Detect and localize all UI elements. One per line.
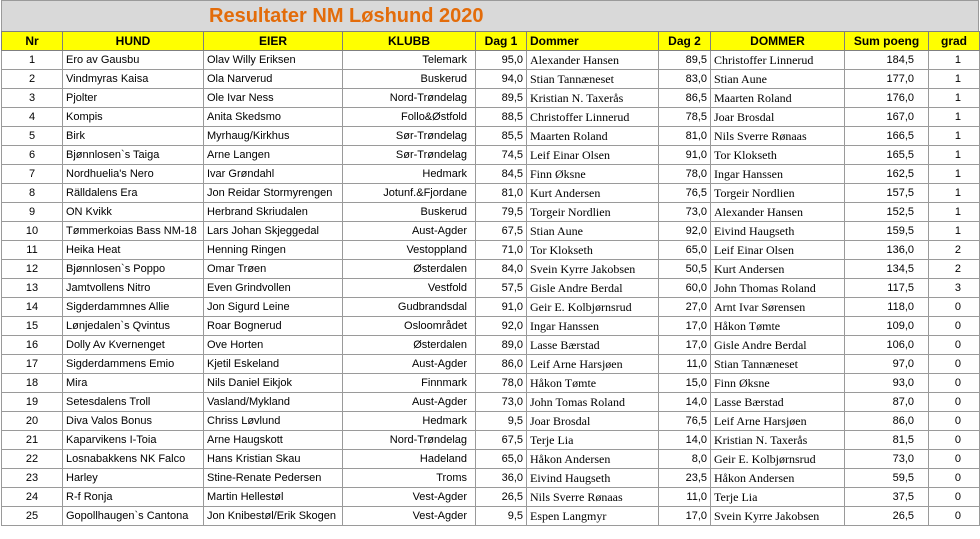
cell-eier[interactable]: Ove Horten <box>204 336 343 355</box>
cell-dag2[interactable]: 78,5 <box>659 108 711 127</box>
cell-grad[interactable]: 1 <box>929 108 980 127</box>
cell-dommer1[interactable]: Joar Brosdal <box>527 412 659 431</box>
cell-dommer2[interactable]: Eivind Haugseth <box>711 222 845 241</box>
cell-hund[interactable]: Kaparvikens I-Toia <box>63 431 204 450</box>
cell-dag2[interactable]: 86,5 <box>659 89 711 108</box>
cell-sum-poeng[interactable]: 134,5 <box>845 260 929 279</box>
cell-grad[interactable]: 0 <box>929 317 980 336</box>
cell-dag1[interactable]: 79,5 <box>476 203 527 222</box>
results-body <box>2 51 980 526</box>
table-row <box>2 51 980 70</box>
cell-klubb[interactable]: Hadeland <box>343 450 476 469</box>
cell-dag2[interactable]: 17,0 <box>659 507 711 526</box>
cell-eier[interactable]: Arne Langen <box>204 146 343 165</box>
cell-dommer1[interactable]: Leif Einar Olsen <box>527 146 659 165</box>
cell-nr[interactable]: 1 <box>2 51 63 70</box>
header-dag1[interactable]: Dag 1 <box>476 32 527 51</box>
cell-sum-poeng[interactable]: 109,0 <box>845 317 929 336</box>
cell-klubb[interactable]: Jotunf.&Fjordane <box>343 184 476 203</box>
cell-grad[interactable]: 0 <box>929 431 980 450</box>
cell-klubb[interactable]: Vest-Agder <box>343 488 476 507</box>
cell-dag1[interactable]: 74,5 <box>476 146 527 165</box>
cell-dag2[interactable]: 17,0 <box>659 317 711 336</box>
cell-nr[interactable]: 6 <box>2 146 63 165</box>
cell-nr[interactable]: 20 <box>2 412 63 431</box>
cell-nr[interactable]: 14 <box>2 298 63 317</box>
cell-eier[interactable]: Stine-Renate Pedersen <box>204 469 343 488</box>
cell-eier[interactable]: Omar Trøen <box>204 260 343 279</box>
cell-grad[interactable]: 0 <box>929 355 980 374</box>
cell-hund[interactable]: Jamtvollens Nitro <box>63 279 204 298</box>
table-row <box>2 488 980 507</box>
cell-eier[interactable]: Anita Skedsmo <box>204 108 343 127</box>
cell-dag2[interactable]: 76,5 <box>659 412 711 431</box>
cell-dommer1[interactable]: Alexander Hansen <box>527 51 659 70</box>
cell-grad[interactable]: 1 <box>929 222 980 241</box>
cell-grad[interactable]: 0 <box>929 507 980 526</box>
cell-nr[interactable]: 8 <box>2 184 63 203</box>
cell-klubb[interactable]: Hedmark <box>343 412 476 431</box>
cell-dommer2[interactable]: Torgeir Nordlien <box>711 184 845 203</box>
cell-eier[interactable]: Henning Ringen <box>204 241 343 260</box>
cell-hund[interactable]: Diva Valos Bonus <box>63 412 204 431</box>
cell-hund[interactable]: Dolly Av Kvernenget <box>63 336 204 355</box>
cell-nr[interactable]: 23 <box>2 469 63 488</box>
cell-klubb[interactable]: Aust-Agder <box>343 222 476 241</box>
table-row <box>2 146 980 165</box>
cell-nr[interactable]: 17 <box>2 355 63 374</box>
cell-sum-poeng[interactable]: 97,0 <box>845 355 929 374</box>
cell-hund[interactable]: Mira <box>63 374 204 393</box>
cell-grad[interactable]: 1 <box>929 184 980 203</box>
cell-sum-poeng[interactable]: 26,5 <box>845 507 929 526</box>
cell-grad[interactable]: 0 <box>929 393 980 412</box>
cell-klubb[interactable]: Hedmark <box>343 165 476 184</box>
cell-grad[interactable]: 0 <box>929 412 980 431</box>
cell-sum-poeng[interactable]: 177,0 <box>845 70 929 89</box>
cell-eier[interactable]: Roar Bognerud <box>204 317 343 336</box>
cell-dag1[interactable]: 67,5 <box>476 431 527 450</box>
cell-dommer2[interactable]: Lasse Bærstad <box>711 393 845 412</box>
cell-dag1[interactable]: 9,5 <box>476 412 527 431</box>
cell-sum-poeng[interactable]: 157,5 <box>845 184 929 203</box>
cell-dag1[interactable]: 73,0 <box>476 393 527 412</box>
cell-dommer2[interactable]: Leif Einar Olsen <box>711 241 845 260</box>
table-row <box>2 431 980 450</box>
cell-grad[interactable]: 1 <box>929 51 980 70</box>
cell-sum-poeng[interactable]: 59,5 <box>845 469 929 488</box>
header-row <box>2 32 980 51</box>
cell-dag2[interactable]: 73,0 <box>659 203 711 222</box>
table-row <box>2 412 980 431</box>
cell-dommer2[interactable]: John Thomas Roland <box>711 279 845 298</box>
cell-hund[interactable]: Rälldalens Era <box>63 184 204 203</box>
title-row <box>1 0 979 31</box>
cell-dag1[interactable]: 65,0 <box>476 450 527 469</box>
table-row <box>2 336 980 355</box>
cell-nr[interactable]: 7 <box>2 165 63 184</box>
cell-nr[interactable]: 24 <box>2 488 63 507</box>
table-row <box>2 393 980 412</box>
cell-eier[interactable]: Ola Narverud <box>204 70 343 89</box>
table-row <box>2 317 980 336</box>
cell-grad[interactable]: 0 <box>929 488 980 507</box>
cell-dag1[interactable]: 78,0 <box>476 374 527 393</box>
cell-dag1[interactable]: 84,5 <box>476 165 527 184</box>
cell-eier[interactable]: Ivar Grøndahl <box>204 165 343 184</box>
cell-grad[interactable]: 2 <box>929 260 980 279</box>
cell-klubb[interactable]: Vest-Agder <box>343 507 476 526</box>
cell-dommer1[interactable]: Geir E. Kolbjørnsrud <box>527 298 659 317</box>
table-row <box>2 222 980 241</box>
cell-dommer1[interactable]: Ingar Hanssen <box>527 317 659 336</box>
cell-eier[interactable]: Martin Hellestøl <box>204 488 343 507</box>
cell-dag1[interactable]: 84,0 <box>476 260 527 279</box>
cell-sum-poeng[interactable]: 152,5 <box>845 203 929 222</box>
cell-klubb[interactable]: Osloområdet <box>343 317 476 336</box>
cell-dag1[interactable]: 36,0 <box>476 469 527 488</box>
cell-klubb[interactable]: Vestfold <box>343 279 476 298</box>
cell-dag1[interactable]: 94,0 <box>476 70 527 89</box>
cell-dag1[interactable]: 86,0 <box>476 355 527 374</box>
cell-dommer1[interactable]: Svein Kyrre Jakobsen <box>527 260 659 279</box>
cell-eier[interactable]: Hans Kristian Skau <box>204 450 343 469</box>
cell-dag2[interactable]: 92,0 <box>659 222 711 241</box>
cell-sum-poeng[interactable]: 166,5 <box>845 127 929 146</box>
cell-klubb[interactable]: Nord-Trøndelag <box>343 431 476 450</box>
cell-dommer1[interactable]: Håkon Tømte <box>527 374 659 393</box>
cell-grad[interactable]: 0 <box>929 336 980 355</box>
cell-dommer2[interactable]: Nils Sverre Rønaas <box>711 127 845 146</box>
cell-klubb[interactable]: Østerdalen <box>343 336 476 355</box>
cell-eier[interactable]: Nils Daniel Eikjok <box>204 374 343 393</box>
cell-eier[interactable]: Vasland/Mykland <box>204 393 343 412</box>
cell-dag2[interactable]: 11,0 <box>659 488 711 507</box>
cell-grad[interactable]: 0 <box>929 298 980 317</box>
cell-dommer1[interactable]: Torgeir Nordlien <box>527 203 659 222</box>
cell-sum-poeng[interactable]: 176,0 <box>845 89 929 108</box>
cell-dommer2[interactable]: Kurt Andersen <box>711 260 845 279</box>
cell-dommer2[interactable]: Christoffer Linnerud <box>711 51 845 70</box>
cell-dommer2[interactable]: Terje Lia <box>711 488 845 507</box>
cell-dag1[interactable]: 88,5 <box>476 108 527 127</box>
cell-dag2[interactable]: 17,0 <box>659 336 711 355</box>
cell-klubb[interactable]: Finnmark <box>343 374 476 393</box>
cell-dag1[interactable]: 95,0 <box>476 51 527 70</box>
cell-dommer2[interactable]: Maarten Roland <box>711 89 845 108</box>
cell-sum-poeng[interactable]: 162,5 <box>845 165 929 184</box>
cell-sum-poeng[interactable]: 167,0 <box>845 108 929 127</box>
cell-dag1[interactable]: 81,0 <box>476 184 527 203</box>
cell-grad[interactable]: 1 <box>929 203 980 222</box>
header-eier[interactable]: EIER <box>204 32 343 51</box>
cell-sum-poeng[interactable]: 159,5 <box>845 222 929 241</box>
cell-dag2[interactable]: 76,5 <box>659 184 711 203</box>
cell-eier[interactable]: Ole Ivar Ness <box>204 89 343 108</box>
cell-nr[interactable]: 22 <box>2 450 63 469</box>
sheet-title: Resultater NM Løshund 2020 <box>209 5 484 27</box>
table-row <box>2 298 980 317</box>
cell-sum-poeng[interactable]: 106,0 <box>845 336 929 355</box>
cell-dommer1[interactable]: Håkon Andersen <box>527 450 659 469</box>
cell-dag2[interactable]: 78,0 <box>659 165 711 184</box>
cell-dommer2[interactable]: Kristian N. Taxerås <box>711 431 845 450</box>
cell-nr[interactable]: 4 <box>2 108 63 127</box>
cell-dag2[interactable]: 14,0 <box>659 393 711 412</box>
cell-dommer2[interactable]: Ingar Hanssen <box>711 165 845 184</box>
cell-hund[interactable]: Pjolter <box>63 89 204 108</box>
cell-dag1[interactable]: 89,0 <box>476 336 527 355</box>
results-table <box>1 31 980 526</box>
cell-hund[interactable]: Setesdalens Troll <box>63 393 204 412</box>
cell-grad[interactable]: 3 <box>929 279 980 298</box>
cell-nr[interactable]: 25 <box>2 507 63 526</box>
cell-grad[interactable]: 1 <box>929 165 980 184</box>
cell-klubb[interactable]: Gudbrandsdal <box>343 298 476 317</box>
cell-hund[interactable]: Vindmyras Kaisa <box>63 70 204 89</box>
cell-nr[interactable]: 3 <box>2 89 63 108</box>
cell-dommer1[interactable]: Lasse Bærstad <box>527 336 659 355</box>
header-nr[interactable]: Nr <box>2 32 63 51</box>
cell-klubb[interactable]: Sør-Trøndelag <box>343 146 476 165</box>
cell-klubb[interactable]: Telemark <box>343 51 476 70</box>
table-row <box>2 279 980 298</box>
table-row <box>2 469 980 488</box>
table-row <box>2 127 980 146</box>
cell-dag2[interactable]: 65,0 <box>659 241 711 260</box>
cell-hund[interactable]: Losnabakkens NK Falco <box>63 450 204 469</box>
cell-nr[interactable]: 13 <box>2 279 63 298</box>
cell-dag2[interactable]: 23,5 <box>659 469 711 488</box>
cell-nr[interactable]: 5 <box>2 127 63 146</box>
cell-hund[interactable]: Ero av Gausbu <box>63 51 204 70</box>
cell-sum-poeng[interactable]: 87,0 <box>845 393 929 412</box>
cell-hund[interactable]: Kompis <box>63 108 204 127</box>
cell-dag2[interactable]: 60,0 <box>659 279 711 298</box>
cell-grad[interactable]: 1 <box>929 146 980 165</box>
cell-dag2[interactable]: 15,0 <box>659 374 711 393</box>
cell-dommer2[interactable]: Stian Aune <box>711 70 845 89</box>
cell-eier[interactable]: Arne Haugskott <box>204 431 343 450</box>
cell-hund[interactable]: Lønjedalen`s Qvintus <box>63 317 204 336</box>
cell-dag2[interactable]: 50,5 <box>659 260 711 279</box>
cell-klubb[interactable]: Vestoppland <box>343 241 476 260</box>
header-hund[interactable]: HUND <box>63 32 204 51</box>
cell-hund[interactable]: Bjønnlosen`s Taiga <box>63 146 204 165</box>
cell-dommer2[interactable]: Alexander Hansen <box>711 203 845 222</box>
cell-dag1[interactable]: 9,5 <box>476 507 527 526</box>
cell-eier[interactable]: Chriss Løvlund <box>204 412 343 431</box>
cell-nr[interactable]: 12 <box>2 260 63 279</box>
header-dommer1[interactable]: Dommer <box>527 32 659 51</box>
cell-dag2[interactable]: 89,5 <box>659 51 711 70</box>
header-dag2[interactable]: Dag 2 <box>659 32 711 51</box>
cell-hund[interactable]: Nordhuelia's Nero <box>63 165 204 184</box>
table-row <box>2 165 980 184</box>
cell-dommer2[interactable]: Svein Kyrre Jakobsen <box>711 507 845 526</box>
table-row <box>2 241 980 260</box>
cell-nr[interactable]: 9 <box>2 203 63 222</box>
cell-dommer2[interactable]: Leif Arne Harsjøen <box>711 412 845 431</box>
cell-dommer1[interactable]: Nils Sverre Rønaas <box>527 488 659 507</box>
cell-sum-poeng[interactable]: 73,0 <box>845 450 929 469</box>
cell-klubb[interactable]: Follo&Østfold <box>343 108 476 127</box>
header-sum-poeng[interactable]: Sum poeng <box>845 32 929 51</box>
cell-dommer2[interactable]: Geir E. Kolbjørnsrud <box>711 450 845 469</box>
table-row <box>2 260 980 279</box>
table-row <box>2 70 980 89</box>
cell-dommer1[interactable]: Terje Lia <box>527 431 659 450</box>
cell-hund[interactable]: Harley <box>63 469 204 488</box>
cell-dommer1[interactable]: Finn Øksne <box>527 165 659 184</box>
cell-dommer1[interactable]: John Tomas Roland <box>527 393 659 412</box>
cell-eier[interactable]: Myrhaug/Kirkhus <box>204 127 343 146</box>
cell-sum-poeng[interactable]: 86,0 <box>845 412 929 431</box>
cell-sum-poeng[interactable]: 136,0 <box>845 241 929 260</box>
cell-hund[interactable]: Sigderdammnes Allie <box>63 298 204 317</box>
cell-sum-poeng[interactable]: 165,5 <box>845 146 929 165</box>
cell-klubb[interactable]: Buskerud <box>343 70 476 89</box>
cell-hund[interactable]: R-f Ronja <box>63 488 204 507</box>
cell-dommer1[interactable]: Stian Tannæneset <box>527 70 659 89</box>
cell-eier[interactable]: Kjetil Eskeland <box>204 355 343 374</box>
cell-eier[interactable]: Jon Reidar Stormyrengen <box>204 184 343 203</box>
cell-eier[interactable]: Jon Sigurd Leine <box>204 298 343 317</box>
cell-klubb[interactable]: Aust-Agder <box>343 393 476 412</box>
cell-eier[interactable]: Jon Knibestøl/Erik Skogen <box>204 507 343 526</box>
title-cell[interactable] <box>2 1 978 31</box>
cell-grad[interactable]: 2 <box>929 241 980 260</box>
cell-nr[interactable]: 10 <box>2 222 63 241</box>
cell-grad[interactable]: 0 <box>929 374 980 393</box>
results-sheet <box>1 0 979 526</box>
header-dommer2[interactable]: DOMMER <box>711 32 845 51</box>
cell-grad[interactable]: 0 <box>929 450 980 469</box>
cell-klubb[interactable]: Østerdalen <box>343 260 476 279</box>
cell-dommer1[interactable]: Espen Langmyr <box>527 507 659 526</box>
cell-dommer1[interactable]: Eivind Haugseth <box>527 469 659 488</box>
cell-sum-poeng[interactable]: 184,5 <box>845 51 929 70</box>
cell-dommer2[interactable]: Arnt Ivar Sørensen <box>711 298 845 317</box>
cell-dommer1[interactable]: Maarten Roland <box>527 127 659 146</box>
cell-dag1[interactable]: 85,5 <box>476 127 527 146</box>
table-row <box>2 507 980 526</box>
cell-eier[interactable]: Herbrand Skriudalen <box>204 203 343 222</box>
table-row <box>2 374 980 393</box>
cell-dag1[interactable]: 92,0 <box>476 317 527 336</box>
cell-nr[interactable]: 11 <box>2 241 63 260</box>
cell-dag2[interactable]: 14,0 <box>659 431 711 450</box>
cell-dommer2[interactable]: Gisle Andre Berdal <box>711 336 845 355</box>
cell-dag2[interactable]: 91,0 <box>659 146 711 165</box>
cell-nr[interactable]: 21 <box>2 431 63 450</box>
cell-grad[interactable]: 1 <box>929 89 980 108</box>
cell-dag2[interactable]: 27,0 <box>659 298 711 317</box>
cell-hund[interactable]: ON Kvikk <box>63 203 204 222</box>
cell-hund[interactable]: Bjønnlosen`s Poppo <box>63 260 204 279</box>
cell-nr[interactable]: 2 <box>2 70 63 89</box>
cell-hund[interactable]: Gopollhaugen`s Cantona <box>63 507 204 526</box>
cell-nr[interactable]: 15 <box>2 317 63 336</box>
cell-nr[interactable]: 19 <box>2 393 63 412</box>
cell-eier[interactable]: Olav Willy Eriksen <box>204 51 343 70</box>
cell-dag2[interactable]: 8,0 <box>659 450 711 469</box>
cell-grad[interactable]: 0 <box>929 469 980 488</box>
cell-hund[interactable]: Tømmerkoias Bass NM-18 <box>63 222 204 241</box>
cell-dommer1[interactable]: Kurt Andersen <box>527 184 659 203</box>
cell-hund[interactable]: Birk <box>63 127 204 146</box>
cell-dommer1[interactable]: Leif Arne Harsjøen <box>527 355 659 374</box>
cell-dommer1[interactable]: Tor Klokseth <box>527 241 659 260</box>
cell-sum-poeng[interactable]: 81,5 <box>845 431 929 450</box>
cell-klubb[interactable]: Buskerud <box>343 203 476 222</box>
cell-dag2[interactable]: 11,0 <box>659 355 711 374</box>
table-row <box>2 450 980 469</box>
cell-hund[interactable]: Sigderdammens Emio <box>63 355 204 374</box>
cell-nr[interactable]: 18 <box>2 374 63 393</box>
cell-klubb[interactable]: Sør-Trøndelag <box>343 127 476 146</box>
table-row <box>2 89 980 108</box>
cell-dommer2[interactable]: Stian Tannæneset <box>711 355 845 374</box>
table-row <box>2 203 980 222</box>
cell-eier[interactable]: Even Grindvollen <box>204 279 343 298</box>
cell-grad[interactable]: 1 <box>929 70 980 89</box>
cell-eier[interactable]: Lars Johan Skjeggedal <box>204 222 343 241</box>
cell-sum-poeng[interactable]: 37,5 <box>845 488 929 507</box>
cell-dommer2[interactable]: Finn Øksne <box>711 374 845 393</box>
cell-sum-poeng[interactable]: 117,5 <box>845 279 929 298</box>
cell-nr[interactable]: 16 <box>2 336 63 355</box>
cell-dag1[interactable]: 89,5 <box>476 89 527 108</box>
cell-dommer1[interactable]: Stian Aune <box>527 222 659 241</box>
cell-dommer1[interactable]: Gisle Andre Berdal <box>527 279 659 298</box>
table-row <box>2 108 980 127</box>
cell-dag1[interactable]: 26,5 <box>476 488 527 507</box>
cell-sum-poeng[interactable]: 118,0 <box>845 298 929 317</box>
cell-dag1[interactable]: 91,0 <box>476 298 527 317</box>
cell-dag1[interactable]: 57,5 <box>476 279 527 298</box>
cell-dommer2[interactable]: Joar Brosdal <box>711 108 845 127</box>
cell-dommer2[interactable]: Tor Klokseth <box>711 146 845 165</box>
table-row <box>2 355 980 374</box>
cell-dommer1[interactable]: Kristian N. Taxerås <box>527 89 659 108</box>
cell-grad[interactable]: 1 <box>929 127 980 146</box>
cell-dommer2[interactable]: Håkon Tømte <box>711 317 845 336</box>
cell-dommer2[interactable]: Håkon Andersen <box>711 469 845 488</box>
cell-dag2[interactable]: 81,0 <box>659 127 711 146</box>
header-klubb[interactable]: KLUBB <box>343 32 476 51</box>
table-row <box>2 184 980 203</box>
cell-dag1[interactable]: 71,0 <box>476 241 527 260</box>
cell-klubb[interactable]: Aust-Agder <box>343 355 476 374</box>
cell-sum-poeng[interactable]: 93,0 <box>845 374 929 393</box>
cell-hund[interactable]: Heika Heat <box>63 241 204 260</box>
cell-klubb[interactable]: Nord-Trøndelag <box>343 89 476 108</box>
header-grad[interactable]: grad <box>929 32 980 51</box>
cell-dag2[interactable]: 83,0 <box>659 70 711 89</box>
cell-dag1[interactable]: 67,5 <box>476 222 527 241</box>
cell-klubb[interactable]: Troms <box>343 469 476 488</box>
cell-dommer1[interactable]: Christoffer Linnerud <box>527 108 659 127</box>
